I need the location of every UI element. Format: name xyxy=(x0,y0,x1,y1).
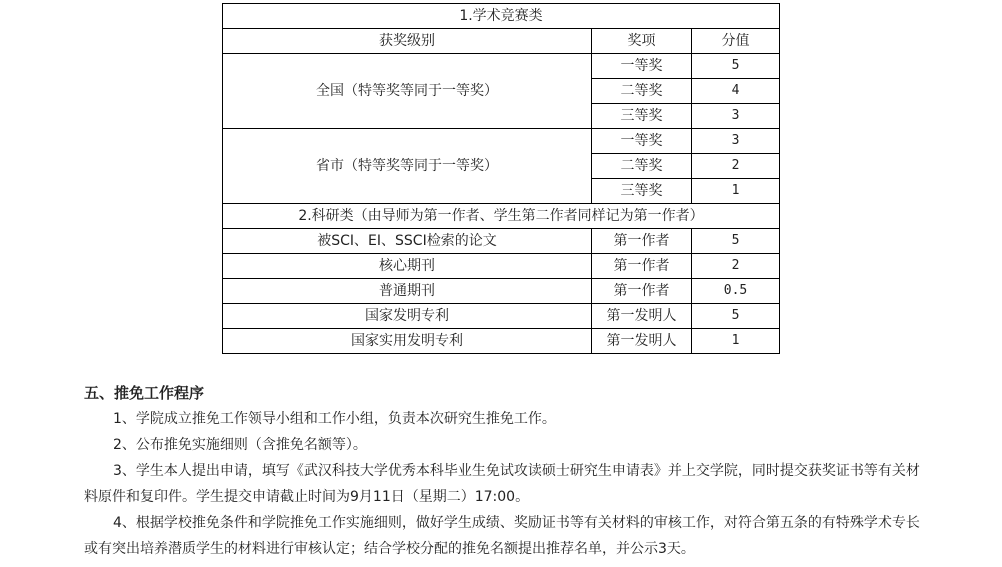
score-cell: 1 xyxy=(692,329,780,354)
score-cell: 0.5 xyxy=(692,279,780,304)
research-item-cell: 核心期刊 xyxy=(223,254,592,279)
score-cell: 3 xyxy=(692,129,780,154)
national-level-cell: 全国（特等奖等同于一等奖） xyxy=(223,54,592,129)
award-cell: 一等奖 xyxy=(592,54,692,79)
procedure-step: 2、公布推免实施细则（含推免名额等）。 xyxy=(113,437,367,453)
score-cell: 5 xyxy=(692,304,780,329)
score-table xyxy=(222,3,780,354)
award-cell: 三等奖 xyxy=(592,104,692,129)
award-cell: 二等奖 xyxy=(592,79,692,104)
award-cell: 一等奖 xyxy=(592,129,692,154)
research-item-cell: 普通期刊 xyxy=(223,279,592,304)
section2-title-row xyxy=(223,204,780,229)
role-cell: 第一作者 xyxy=(592,229,692,254)
table-row xyxy=(223,54,780,79)
procedure-section xyxy=(84,380,924,562)
table-row xyxy=(223,279,780,304)
section2-title: 2.科研类（由导师为第一作者、学生第二作者同样记为第一作者） xyxy=(223,204,780,229)
award-cell: 二等奖 xyxy=(592,154,692,179)
header-score: 分值 xyxy=(692,29,780,54)
score-cell: 2 xyxy=(692,254,780,279)
score-cell: 5 xyxy=(692,54,780,79)
role-cell: 第一作者 xyxy=(592,254,692,279)
header-row xyxy=(223,29,780,54)
research-item-cell: 国家发明专利 xyxy=(223,304,592,329)
score-cell: 5 xyxy=(692,229,780,254)
role-cell: 第一发明人 xyxy=(592,304,692,329)
award-cell: 三等奖 xyxy=(592,179,692,204)
header-level: 获奖级别 xyxy=(223,29,592,54)
score-cell: 4 xyxy=(692,79,780,104)
table-row xyxy=(223,254,780,279)
table-row xyxy=(223,129,780,154)
section1-title: 1.学术竞赛类 xyxy=(223,4,780,29)
procedure-step: 3、学生本人提出申请，填写《武汉科技大学优秀本科毕业生免试攻读硕士研究生申请表》并上交学院，同时提交获奖证书等有关材料原件和复印件。学生提交申请截止时间为9月11日（星期二）17:00。 xyxy=(84,463,920,505)
research-item-cell: 被SCI、EI、SSCI检索的论文 xyxy=(223,229,592,254)
provincial-level-cell: 省市（特等奖等同于一等奖） xyxy=(223,129,592,204)
role-cell: 第一作者 xyxy=(592,279,692,304)
score-cell: 1 xyxy=(692,179,780,204)
procedure-step: 4、根据学校推免条件和学院推免工作实施细则，做好学生成绩、奖励证书等有关材料的审核工作，对符合第五条的有特殊学术专长或有突出培养潜质学生的材料进行审核认定；结合学校分配的推免名额提出推荐名单，并公示3天。 xyxy=(84,515,920,557)
score-cell: 2 xyxy=(692,154,780,179)
section-heading: 五、推免工作程序 xyxy=(84,384,205,402)
header-award: 奖项 xyxy=(592,29,692,54)
procedure-step: 1、学院成立推免工作领导小组和工作小组，负责本次研究生推免工作。 xyxy=(113,411,556,427)
section1-title-row xyxy=(223,4,780,29)
score-cell: 3 xyxy=(692,104,780,129)
table-row xyxy=(223,329,780,354)
role-cell: 第一发明人 xyxy=(592,329,692,354)
research-item-cell: 国家实用发明专利 xyxy=(223,329,592,354)
table-row xyxy=(223,229,780,254)
table-row xyxy=(223,304,780,329)
